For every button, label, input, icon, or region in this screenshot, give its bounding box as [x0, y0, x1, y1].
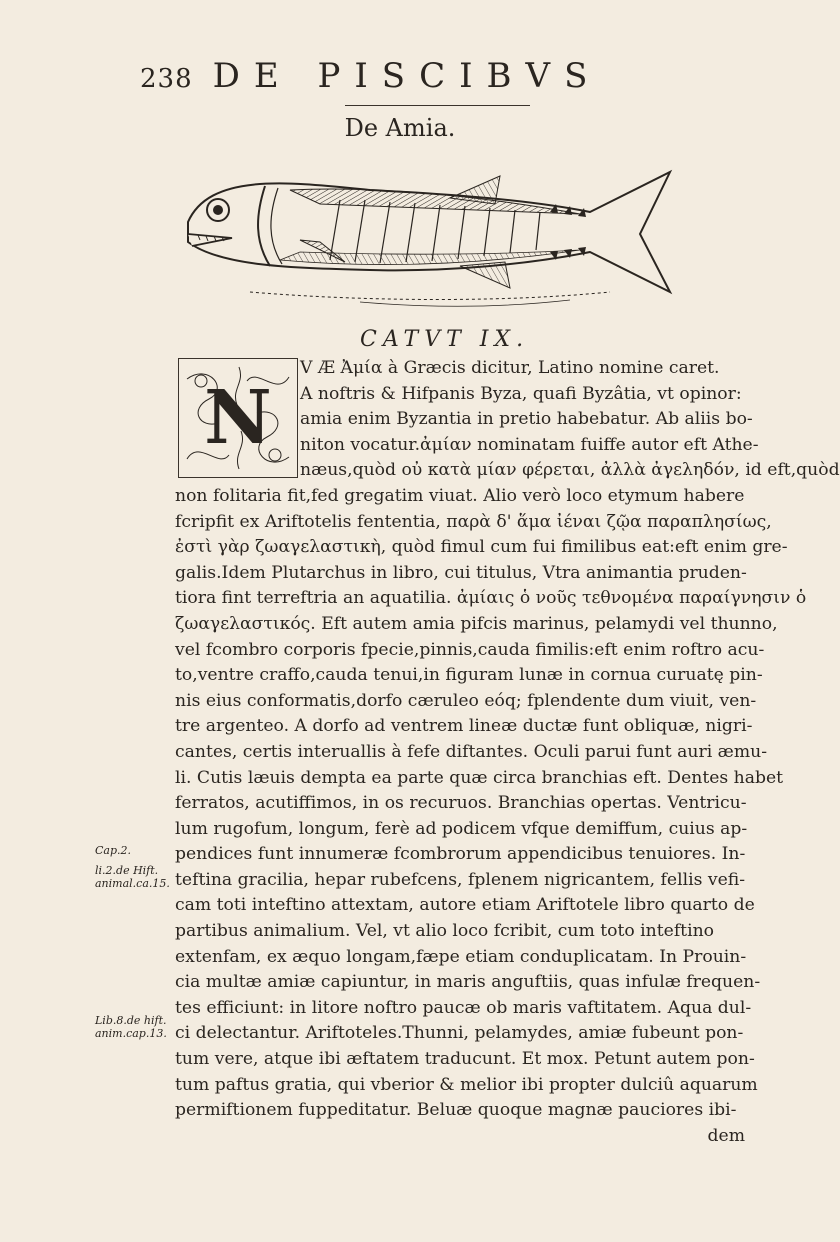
chapter-title: De Amia. [344, 114, 456, 142]
fish-woodcut-illustration [170, 142, 675, 322]
text-line: fcripfit ex Ariftotelis fententia, παρὰ δ' ἅμα ἰέναι ζῷα παραπλησίως, [175, 511, 772, 532]
text-line: galis.Idem Plutarchus in libro, cui titulus, Vtra animantia pruden- [175, 562, 747, 583]
text-line: ζωαγελαστικός. Eft autem amia pifcis marinus, pelamydi vel thunno, [175, 613, 778, 634]
fish-drawing [170, 142, 675, 322]
text-line: ἐστὶ γὰρ ζωαγελαστικὴ, quòd fimul cum fui fimilibus eat:eft enim gre- [175, 537, 788, 558]
body-text [175, 356, 840, 1149]
text-line: nis eius conformatis,dorfo cæruleo eóq; fplendente dum viuit, ven- [175, 690, 757, 711]
text-line: tum paftus gratia, qui vberior & melior ibi propter dulciû aquarum [175, 1074, 758, 1095]
running-head: DE PISCIBVS [212, 56, 602, 96]
page-number: 238 [140, 64, 193, 94]
text-line: vel fcombro corporis fpecie,pinnis,cauda fimilis:eft enim roftro acu- [175, 639, 765, 660]
text-line: cantes, certis interuallis à fefe diftantes. Oculi parui funt auri æmu- [175, 741, 768, 762]
text-line: ferratos, acutiffimos, in os recuruos. Branchias opertas. Ventricu- [175, 793, 747, 814]
text-line: partibus animalium. Vel, vt alio loco fcribit, cum toto inteftino [175, 921, 715, 942]
text-line: permiftionem fuppeditatur. Beluæ quoque magnæ pauciores ibi- [175, 1100, 737, 1121]
text-line: tiora fint terreftria an aquatilia. ἀμίαις ὁ νοῦς τεθνομένα παραίγνησιν ὁ [175, 588, 807, 609]
text-line: tum vere, atque ibi æftatem traducunt. Et mox. Petunt autem pon- [175, 1049, 755, 1070]
text-line: tre argenteo. A dorfo ad ventrem lineæ ductæ funt obliquæ, nigri- [175, 716, 753, 737]
margin-note: Lib.8.de hift. anim.cap.13. [95, 1014, 167, 1040]
text-line: dem [707, 1125, 745, 1146]
title-rule [345, 105, 530, 106]
text-line: niton vocatur.ἀμίαν nominatam fuiffe autor eft Athe- [300, 434, 759, 455]
text-line: to,ventre craffo,cauda tenui,in figuram lunæ in cornua curuatę pin- [175, 665, 763, 686]
text-line: extenfam, ex æquo longam,fæpe etiam conduplicatam. In Prouin- [175, 946, 747, 967]
text-line: cia multæ amiæ capiuntur, in maris anguftiis, quas infulæ frequen- [175, 972, 761, 993]
text-line: teftina gracilia, hepar rubefcens, fplenem nigricantem, fellis vefi- [175, 869, 746, 890]
text-line: tes efficiunt: in litore noftro paucæ ob maris vaftitatem. Aqua dul- [175, 997, 752, 1018]
text-line: li. Cutis læuis dempta ea parte quæ circa branchias eft. Dentes habet [175, 767, 784, 788]
margin-note: Cap.2. [95, 844, 132, 857]
text-line: V Æ Ἀμία à Græcis dicitur, Latino nomine caret. [300, 358, 720, 378]
initial-letter: N [204, 375, 272, 461]
text-line: cam toti inteftino attextam, autore etiam Ariftotele libro quarto de [175, 895, 755, 916]
figure-caption: CATVT IX. [360, 327, 530, 352]
text-line: non folitaria fit,fed gregatim viuat. Alio verò loco etymum habere [175, 485, 745, 506]
margin-note: li.2.de Hift. animal.ca.15. [95, 864, 170, 890]
text-line: lum rugofum, longum, ferè ad podicem vfque demiffum, cuius ap- [175, 818, 748, 839]
text-line: amia enim Byzantia in pretio habebatur. Ab aliis bo- [300, 409, 753, 430]
text-line: næus,quòd οὐ κατὰ μίαν φέρεται, ἀλλὰ ἀγεληδόν, id eft,quòd [300, 460, 840, 481]
text-line: pendices funt innumeræ fcombrorum appendicibus tenuiores. In- [175, 844, 746, 865]
text-line: ci delectantur. Ariftoteles.Thunni, pelamydes, amiæ fubeunt pon- [175, 1023, 744, 1044]
text-line: A noftris & Hifpanis Byza, quafi Byzâtia, vt opinor: [300, 383, 742, 404]
